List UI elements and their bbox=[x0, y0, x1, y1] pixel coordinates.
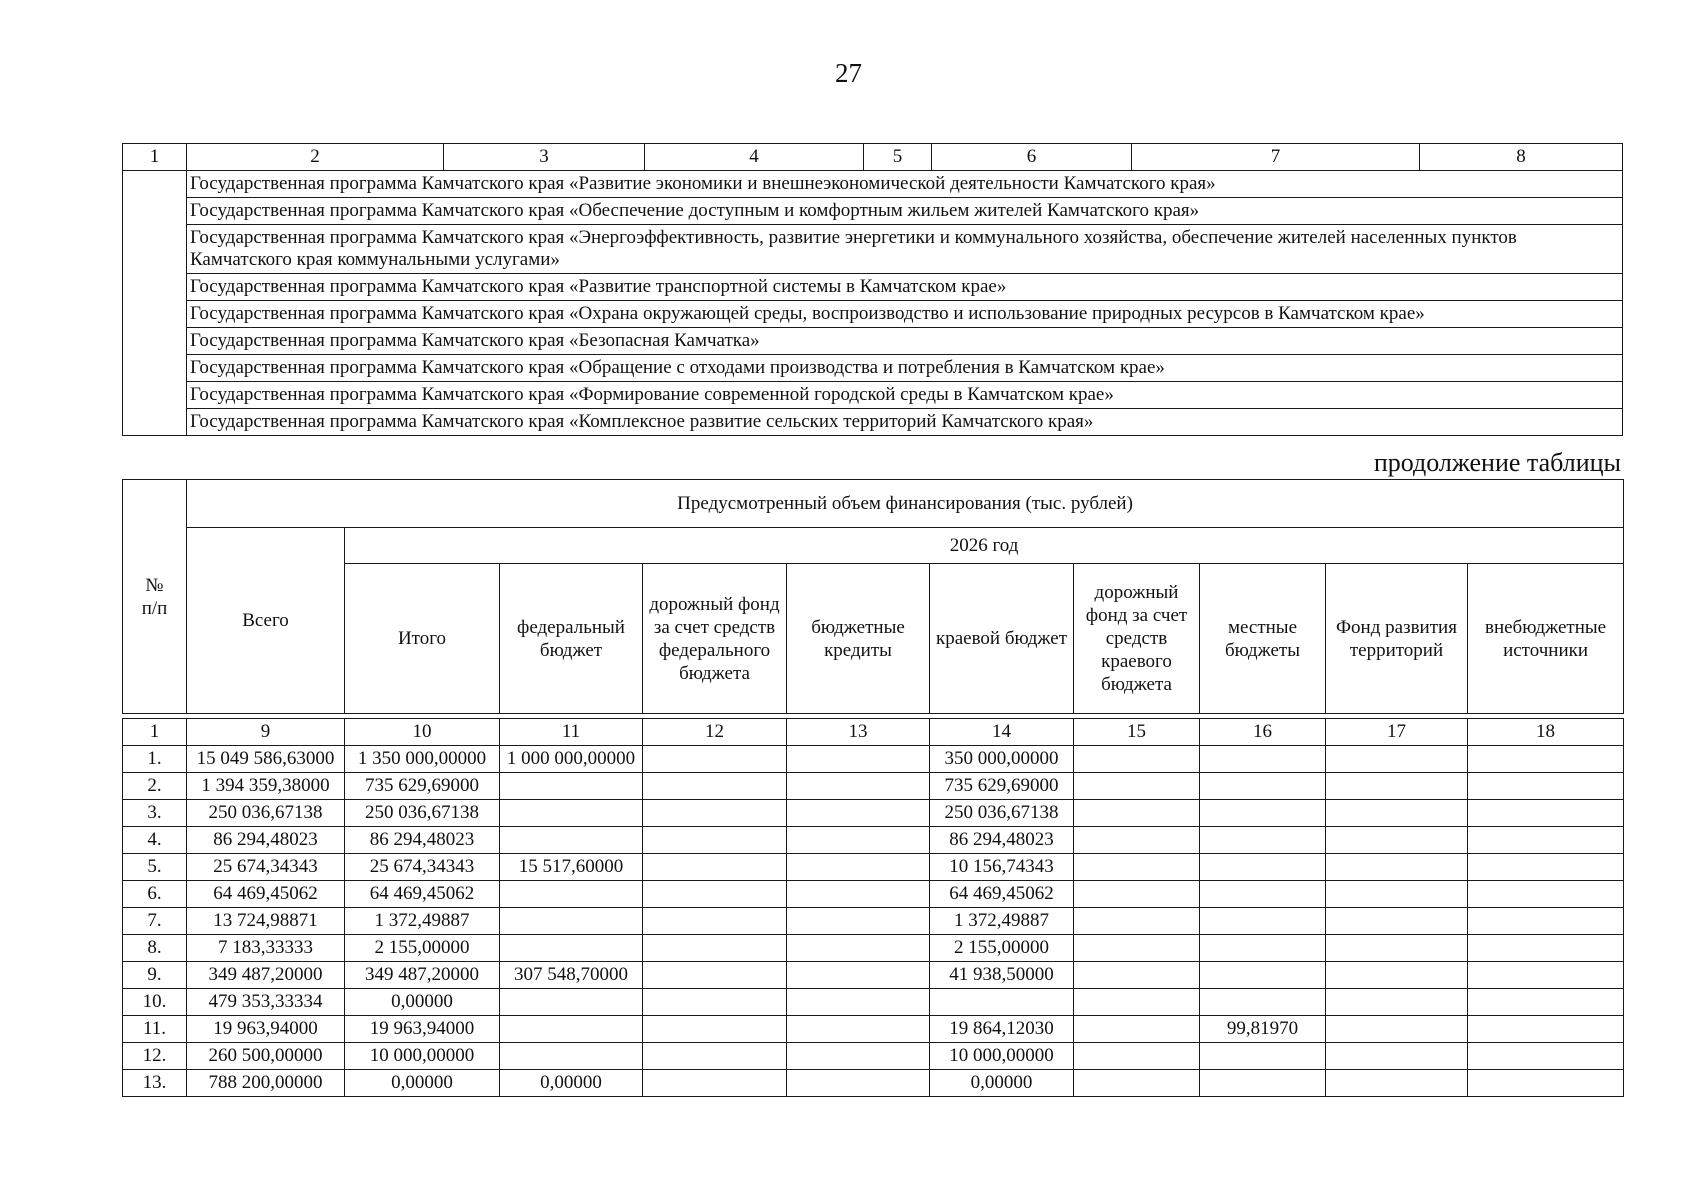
value-cell: 64 469,45062 bbox=[187, 881, 345, 908]
value-cell: 250 036,67138 bbox=[930, 800, 1074, 827]
value-cell bbox=[1074, 827, 1200, 854]
row-number-cell: 4. bbox=[123, 827, 187, 854]
value-cell bbox=[1468, 962, 1624, 989]
value-cell bbox=[1326, 908, 1468, 935]
table-row bbox=[123, 746, 1624, 773]
value-cell bbox=[787, 962, 930, 989]
financing-data-table bbox=[122, 718, 1624, 1097]
row-number-cell: 6. bbox=[123, 881, 187, 908]
value-cell: 41 938,50000 bbox=[930, 962, 1074, 989]
value-cell: 10 000,00000 bbox=[930, 1043, 1074, 1070]
row-number-cell: 13. bbox=[123, 1070, 187, 1097]
value-cell bbox=[500, 1043, 643, 1070]
col-number-5: 5 bbox=[864, 144, 932, 171]
row-number-cell: 10. bbox=[123, 989, 187, 1016]
value-cell bbox=[500, 827, 643, 854]
table-row bbox=[123, 1016, 1624, 1043]
value-cell: 479 353,33334 bbox=[187, 989, 345, 1016]
value-cell bbox=[500, 908, 643, 935]
value-cell: 349 487,20000 bbox=[345, 962, 500, 989]
value-cell bbox=[1326, 746, 1468, 773]
table-row bbox=[123, 773, 1624, 800]
program-row bbox=[123, 198, 1623, 225]
value-cell: 788 200,00000 bbox=[187, 1070, 345, 1097]
col-number-3: 3 bbox=[444, 144, 645, 171]
program-row bbox=[123, 171, 1623, 198]
col-number-1: 1 bbox=[123, 144, 187, 171]
value-cell bbox=[1468, 827, 1624, 854]
col-number-6: 6 bbox=[932, 144, 1132, 171]
value-cell: 350 000,00000 bbox=[930, 746, 1074, 773]
value-cell bbox=[1468, 935, 1624, 962]
total-header: Всего bbox=[187, 528, 345, 714]
row-number-cell: 8. bbox=[123, 935, 187, 962]
table-row bbox=[123, 1070, 1624, 1097]
value-cell bbox=[1200, 962, 1326, 989]
header-itogo: Итого bbox=[345, 564, 500, 714]
value-cell bbox=[1200, 1070, 1326, 1097]
value-cell bbox=[1074, 746, 1200, 773]
col-number: 18 bbox=[1468, 719, 1624, 746]
value-cell bbox=[1200, 773, 1326, 800]
value-cell: 64 469,45062 bbox=[930, 881, 1074, 908]
table-row bbox=[123, 800, 1624, 827]
value-cell bbox=[1074, 854, 1200, 881]
value-cell: 13 724,98871 bbox=[187, 908, 345, 935]
value-cell bbox=[1468, 908, 1624, 935]
value-cell bbox=[787, 1043, 930, 1070]
row-number-cell: 1. bbox=[123, 746, 187, 773]
value-cell bbox=[1468, 854, 1624, 881]
value-cell bbox=[1074, 935, 1200, 962]
col-number-8: 8 bbox=[1420, 144, 1623, 171]
value-cell: 0,00000 bbox=[345, 989, 500, 1016]
value-cell bbox=[1326, 1070, 1468, 1097]
value-cell bbox=[787, 773, 930, 800]
value-cell: 735 629,69000 bbox=[345, 773, 500, 800]
value-cell: 1 000 000,00000 bbox=[500, 746, 643, 773]
col-number-4: 4 bbox=[645, 144, 864, 171]
value-cell bbox=[1468, 1070, 1624, 1097]
col-number: 10 bbox=[345, 719, 500, 746]
value-cell bbox=[500, 800, 643, 827]
value-cell bbox=[787, 746, 930, 773]
value-cell: 64 469,45062 bbox=[345, 881, 500, 908]
col-number: 9 bbox=[187, 719, 345, 746]
value-cell: 260 500,00000 bbox=[187, 1043, 345, 1070]
value-cell bbox=[643, 881, 787, 908]
value-cell bbox=[643, 854, 787, 881]
value-cell bbox=[1074, 881, 1200, 908]
value-cell: 0,00000 bbox=[345, 1070, 500, 1097]
value-cell bbox=[1326, 1043, 1468, 1070]
value-cell bbox=[1200, 854, 1326, 881]
program-name: Государственная программа Камчатского края «Обеспечение доступным и комфортным жильем жителей Камчатского края» bbox=[187, 198, 1623, 225]
value-cell bbox=[1200, 989, 1326, 1016]
value-cell bbox=[1074, 908, 1200, 935]
value-cell bbox=[643, 800, 787, 827]
value-cell: 86 294,48023 bbox=[930, 827, 1074, 854]
program-row bbox=[123, 301, 1623, 328]
value-cell bbox=[643, 989, 787, 1016]
value-cell bbox=[1468, 1016, 1624, 1043]
value-cell bbox=[1326, 854, 1468, 881]
program-name: Государственная программа Камчатского края «Комплексное развитие сельских территорий Камчатского края» bbox=[187, 409, 1623, 436]
value-cell bbox=[787, 1016, 930, 1043]
value-cell bbox=[643, 1070, 787, 1097]
value-cell: 1 350 000,00000 bbox=[345, 746, 500, 773]
value-cell bbox=[1326, 1016, 1468, 1043]
col-number: 15 bbox=[1074, 719, 1200, 746]
table-row bbox=[123, 962, 1624, 989]
value-cell bbox=[1326, 962, 1468, 989]
value-cell bbox=[1326, 827, 1468, 854]
value-cell bbox=[500, 881, 643, 908]
column-number-row bbox=[123, 144, 1623, 171]
value-cell bbox=[1468, 773, 1624, 800]
value-cell bbox=[1074, 800, 1200, 827]
value-cell: 25 674,34343 bbox=[345, 854, 500, 881]
column-number-row bbox=[123, 719, 1624, 746]
program-name: Государственная программа Камчатского края «Формирование современной городской среды в Камчатском крае» bbox=[187, 382, 1623, 409]
program-row bbox=[123, 328, 1623, 355]
value-cell bbox=[1326, 989, 1468, 1016]
value-cell: 10 000,00000 bbox=[345, 1043, 500, 1070]
col-number: 16 bbox=[1200, 719, 1326, 746]
program-number-cell bbox=[123, 171, 187, 436]
value-cell: 0,00000 bbox=[930, 1070, 1074, 1097]
program-name: Государственная программа Камчатского края «Безопасная Камчатка» bbox=[187, 328, 1623, 355]
value-cell: 7 183,33333 bbox=[187, 935, 345, 962]
value-cell: 307 548,70000 bbox=[500, 962, 643, 989]
value-cell bbox=[1468, 1043, 1624, 1070]
value-cell bbox=[500, 935, 643, 962]
value-cell bbox=[643, 962, 787, 989]
header-territory-fund: Фонд развития территорий bbox=[1326, 564, 1468, 714]
num-label: № п/п bbox=[141, 574, 168, 619]
header-budget-credits: бюджетные кредиты bbox=[787, 564, 930, 714]
value-cell bbox=[1468, 800, 1624, 827]
col-number: 1 bbox=[123, 719, 187, 746]
program-row bbox=[123, 382, 1623, 409]
value-cell: 250 036,67138 bbox=[187, 800, 345, 827]
header-regional-road-fund: дорожный фонд за счет средств краевого бюджета bbox=[1074, 564, 1200, 714]
value-cell bbox=[1074, 1070, 1200, 1097]
value-cell: 19 864,12030 bbox=[930, 1016, 1074, 1043]
value-cell: 735 629,69000 bbox=[930, 773, 1074, 800]
value-cell bbox=[1200, 908, 1326, 935]
value-cell bbox=[1200, 746, 1326, 773]
table-row bbox=[123, 1043, 1624, 1070]
value-cell bbox=[500, 989, 643, 1016]
num-header bbox=[123, 480, 187, 714]
table-row bbox=[123, 908, 1624, 935]
header-regional-budget: краевой бюджет bbox=[930, 564, 1074, 714]
table-row bbox=[123, 854, 1624, 881]
row-number-cell: 12. bbox=[123, 1043, 187, 1070]
program-name: Государственная программа Камчатского края «Развитие экономики и внешнеэкономической деятельности Камчатского края» bbox=[187, 171, 1623, 198]
program-name: Государственная программа Камчатского края «Развитие транспортной системы в Камчатском крае» bbox=[187, 274, 1623, 301]
value-cell bbox=[643, 746, 787, 773]
value-cell bbox=[1468, 881, 1624, 908]
value-cell bbox=[1200, 935, 1326, 962]
value-cell bbox=[1326, 773, 1468, 800]
program-row bbox=[123, 409, 1623, 436]
value-cell: 25 674,34343 bbox=[187, 854, 345, 881]
value-cell bbox=[643, 908, 787, 935]
value-cell: 19 963,94000 bbox=[187, 1016, 345, 1043]
continuation-label: продолжение таблицы bbox=[1373, 448, 1621, 477]
col-number: 14 bbox=[930, 719, 1074, 746]
program-row bbox=[123, 355, 1623, 382]
value-cell bbox=[787, 989, 930, 1016]
value-cell bbox=[787, 854, 930, 881]
header-local-budgets: местные бюджеты bbox=[1200, 564, 1326, 714]
table-row bbox=[123, 935, 1624, 962]
value-cell bbox=[1074, 989, 1200, 1016]
value-cell: 86 294,48023 bbox=[187, 827, 345, 854]
value-cell bbox=[643, 773, 787, 800]
value-cell: 15 049 586,63000 bbox=[187, 746, 345, 773]
value-cell bbox=[643, 827, 787, 854]
table-row bbox=[123, 827, 1624, 854]
row-number-cell: 3. bbox=[123, 800, 187, 827]
row-number-cell: 7. bbox=[123, 908, 187, 935]
row-number-cell: 2. bbox=[123, 773, 187, 800]
value-cell bbox=[1200, 800, 1326, 827]
value-cell bbox=[1200, 881, 1326, 908]
page-number: 27 bbox=[835, 58, 862, 88]
row-number-cell: 9. bbox=[123, 962, 187, 989]
value-cell bbox=[1326, 935, 1468, 962]
value-cell: 2 155,00000 bbox=[345, 935, 500, 962]
value-cell bbox=[500, 1016, 643, 1043]
value-cell bbox=[1200, 1043, 1326, 1070]
value-cell bbox=[643, 1043, 787, 1070]
col-number-7: 7 bbox=[1132, 144, 1420, 171]
program-name: Государственная программа Камчатского края «Энергоэффективность, развитие энергетики и коммунального хозяйства, обеспечение жителей населенных пунктов Камчатского края коммунальными услугами» bbox=[187, 225, 1623, 274]
value-cell: 1 394 359,38000 bbox=[187, 773, 345, 800]
program-name: Государственная программа Камчатского края «Охрана окружающей среды, воспроизводство и использование природных ресурсов в Камчатском крае» bbox=[187, 301, 1623, 328]
col-number: 17 bbox=[1326, 719, 1468, 746]
table-row bbox=[123, 881, 1624, 908]
value-cell bbox=[1074, 1016, 1200, 1043]
year-header: 2026 год bbox=[345, 528, 1624, 564]
value-cell bbox=[643, 935, 787, 962]
value-cell bbox=[787, 827, 930, 854]
program-row bbox=[123, 225, 1623, 274]
value-cell: 1 372,49887 bbox=[345, 908, 500, 935]
value-cell bbox=[500, 773, 643, 800]
program-name: Государственная программа Камчатского края «Обращение с отходами производства и потребления в Камчатском крае» bbox=[187, 355, 1623, 382]
header-extrabudgetary: внебюджетные источники bbox=[1468, 564, 1624, 714]
value-cell: 349 487,20000 bbox=[187, 962, 345, 989]
col-number: 11 bbox=[500, 719, 643, 746]
financing-header: Предусмотренный объем финансирования (тыс. рублей) bbox=[187, 480, 1624, 528]
value-cell bbox=[1468, 989, 1624, 1016]
header-federal-road-fund: дорожный фонд за счет средств федерального бюджета bbox=[643, 564, 787, 714]
programs-table bbox=[122, 143, 1623, 436]
col-number: 13 bbox=[787, 719, 930, 746]
value-cell: 15 517,60000 bbox=[500, 854, 643, 881]
value-cell bbox=[1326, 800, 1468, 827]
value-cell bbox=[787, 800, 930, 827]
value-cell: 99,81970 bbox=[1200, 1016, 1326, 1043]
value-cell bbox=[643, 1016, 787, 1043]
value-cell bbox=[787, 1070, 930, 1097]
value-cell: 19 963,94000 bbox=[345, 1016, 500, 1043]
row-number-cell: 11. bbox=[123, 1016, 187, 1043]
value-cell bbox=[1074, 962, 1200, 989]
table-row bbox=[123, 989, 1624, 1016]
value-cell: 86 294,48023 bbox=[345, 827, 500, 854]
financing-header-table bbox=[122, 479, 1624, 714]
program-row bbox=[123, 274, 1623, 301]
col-number-2: 2 bbox=[187, 144, 444, 171]
value-cell bbox=[787, 935, 930, 962]
value-cell bbox=[930, 989, 1074, 1016]
value-cell: 1 372,49887 bbox=[930, 908, 1074, 935]
value-cell bbox=[1200, 827, 1326, 854]
value-cell bbox=[1074, 773, 1200, 800]
header-federal-budget: федеральный бюджет bbox=[500, 564, 643, 714]
value-cell: 0,00000 bbox=[500, 1070, 643, 1097]
value-cell bbox=[1468, 746, 1624, 773]
value-cell: 250 036,67138 bbox=[345, 800, 500, 827]
value-cell bbox=[1326, 881, 1468, 908]
value-cell bbox=[787, 881, 930, 908]
col-number: 12 bbox=[643, 719, 787, 746]
value-cell: 10 156,74343 bbox=[930, 854, 1074, 881]
value-cell bbox=[787, 908, 930, 935]
value-cell bbox=[1074, 1043, 1200, 1070]
value-cell: 2 155,00000 bbox=[930, 935, 1074, 962]
row-number-cell: 5. bbox=[123, 854, 187, 881]
